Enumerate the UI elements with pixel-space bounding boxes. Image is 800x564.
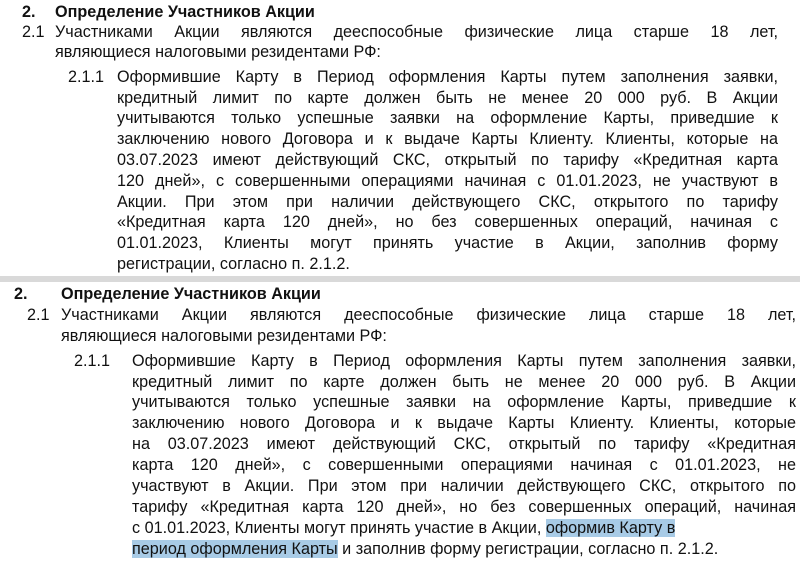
subitem-number: 2.1.1 [74, 352, 111, 370]
subitem-line [132, 539, 718, 559]
item-number: 2.1 [27, 306, 50, 324]
subitem-line: на 03.07.2023 имеют действующий СКС, открытый по тарифу «Кредитная [132, 435, 796, 453]
text-highlight: период оформления Карты [132, 540, 338, 558]
text-highlight: оформив Карту в [545, 519, 676, 537]
subitem-line: кредитный лимит по карте должен быть не менее 20 000 руб. В Акции [132, 373, 796, 391]
subitem-line [132, 518, 675, 538]
subitem-line: 01.01.2023, Клиенты могут принять участие в Акции, заполнив форму [117, 234, 778, 252]
subitem-line: кредитный лимит по карте должен быть не менее 20 000 руб. В Акции [117, 89, 778, 107]
item-line: являющиеся налоговыми резидентами РФ: [61, 327, 387, 345]
subitem-line-text: и заполнив форму регистрации, согласно п. 2.1.2. [337, 540, 719, 558]
subitem-line: 03.07.2023 имеют действующий СКС, открытый по тарифу «Кредитная карта [117, 151, 778, 169]
subitem-line: «Кредитная карта 120 дней», но без совершенных операций, начиная с [117, 213, 778, 231]
subitem-line: 120 дней», с совершенными операциями начиная с 01.01.2023, не участвуют в [117, 172, 778, 190]
item-line: Участниками Акции являются дееспособные физические лица старше 18 лет, [55, 23, 778, 41]
subitem-line: участвуют в Акции. При этом при наличии действующего СКС, открытого по [132, 477, 796, 495]
item-number: 2.1 [22, 23, 45, 41]
section-number: 2. [14, 285, 28, 303]
subitem-line-text: с 01.01.2023, Клиенты могут принять участие в Акции, [132, 519, 546, 537]
subitem-line: регистрации, согласно п. 2.1.2. [117, 255, 350, 273]
document-excerpt-before [0, 0, 800, 276]
subitem-line: Оформившие Карту в Период оформления Карты путем заполнения заявки, [132, 352, 796, 370]
subitem-number: 2.1.1 [68, 68, 105, 86]
subitem-line: учитываются только успешные заявки на оформление Карты, приведшие к [132, 393, 796, 411]
subitem-line: карта 120 дней», с совершенными операциями начиная с 01.01.2023, не [132, 456, 796, 474]
subitem-line: заключению нового Договора и к выдаче Карты Клиенту. Клиенты, которые на [117, 130, 778, 148]
section-title: Определение Участников Акции [61, 285, 321, 303]
subitem-line: учитываются только успешные заявки на оформление Карты, приведшие к [117, 109, 778, 127]
item-line: Участниками Акции являются дееспособные физические лица старше 18 лет, [61, 306, 796, 324]
document-excerpt-after [0, 282, 800, 564]
subitem-line: тарифу «Кредитная карта 120 дней», но без совершенных операций, начиная [132, 498, 796, 516]
section-title: Определение Участников Акции [55, 3, 315, 21]
section-number: 2. [22, 3, 36, 21]
subitem-line: заключению нового Договора и к выдаче Карты Клиенту. Клиенты, которые [132, 414, 796, 432]
subitem-line: Акции. При этом при наличии действующего СКС, открытого по тарифу [117, 193, 778, 211]
subitem-line: Оформившие Карту в Период оформления Карты путем заполнения заявки, [117, 68, 778, 86]
item-line: являющиеся налоговыми резидентами РФ: [55, 43, 381, 61]
